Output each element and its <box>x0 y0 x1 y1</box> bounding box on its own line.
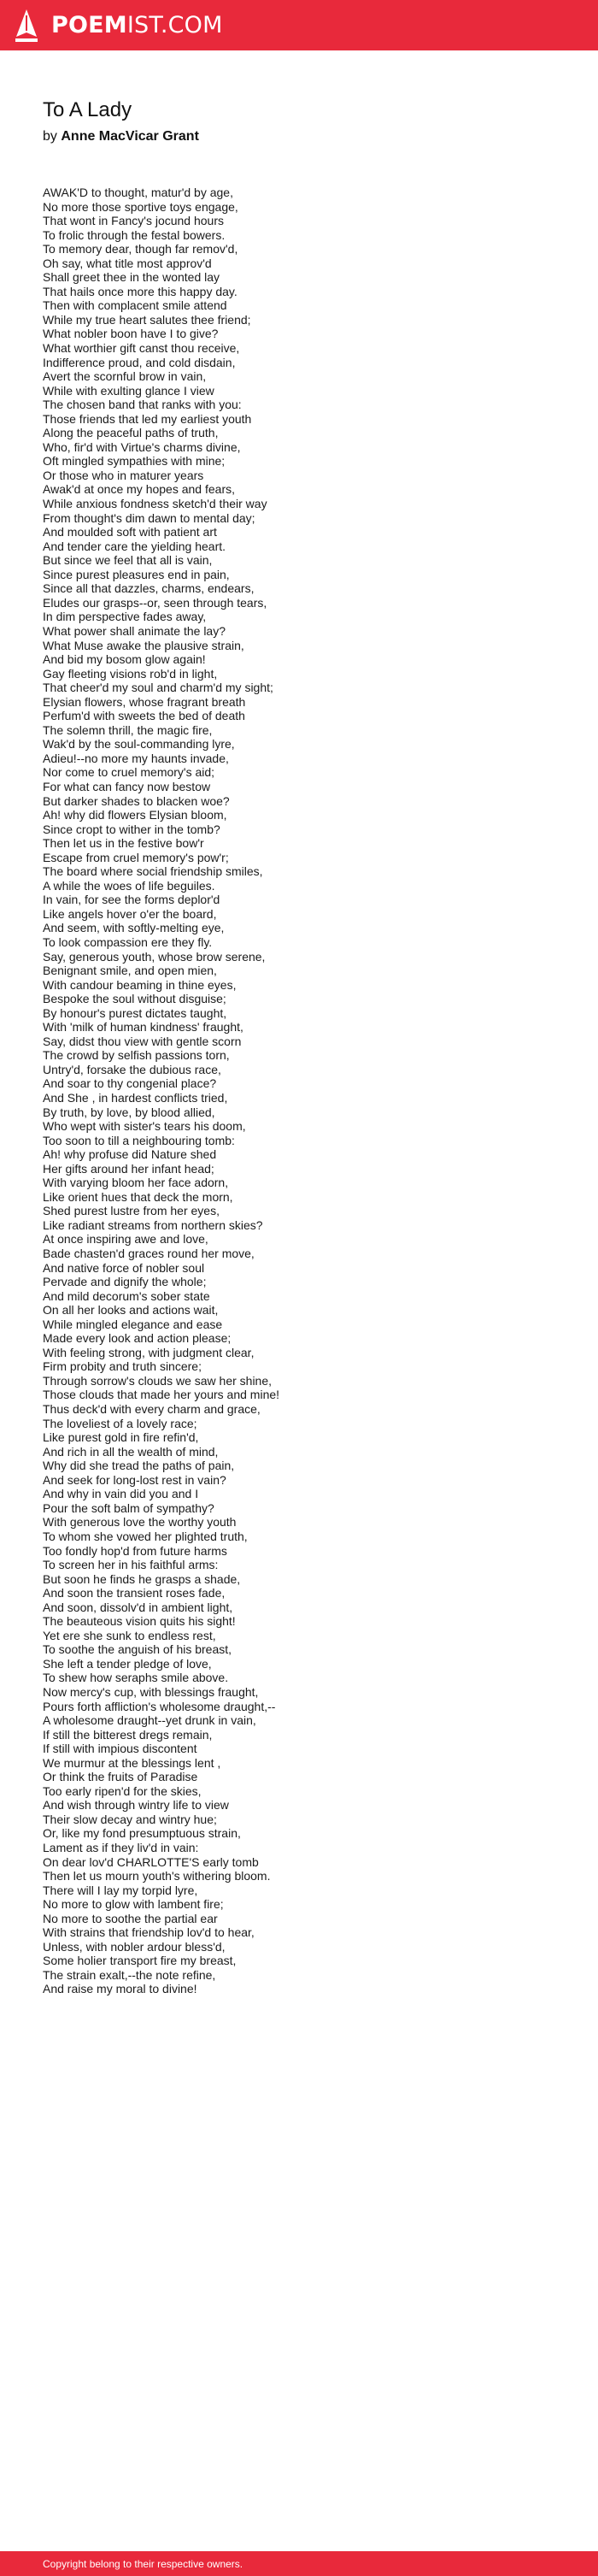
poem-line: Nor come to cruel memory's aid; <box>43 765 215 780</box>
poem-line: And rich in all the wealth of mind, <box>43 1444 219 1459</box>
logo-text-bold: POEM <box>51 12 127 38</box>
poem-line: But since we feel that all is vain, <box>43 553 213 568</box>
poem-line: And tender care the yielding heart. <box>43 539 226 553</box>
poem-line: With 'milk of human kindness' fraught, <box>43 1020 243 1035</box>
poem-line: Since purest pleasures end in pain, <box>43 567 230 581</box>
poem-line: And soon, dissolv'd in ambient light, <box>43 1600 233 1614</box>
poem-line: And mild decorum's sober state <box>43 1288 210 1303</box>
poem-line: What worthier gift canst thou receive, <box>43 341 240 356</box>
poem-line: Yet ere she sunk to endless rest, <box>43 1628 216 1642</box>
poem-line: To soothe the anguish of his breast, <box>43 1642 232 1657</box>
poem-line: Along the peaceful paths of truth, <box>43 426 219 440</box>
poem-line: A wholesome draught--yet drunk in vain, <box>43 1713 256 1728</box>
poem-body <box>43 186 279 1996</box>
poem-line: Gay fleeting visions rob'd in light, <box>43 666 218 681</box>
poem-line: What nobler boon have I to give? <box>43 327 219 341</box>
poem-line: No more to glow with lambent fire; <box>43 1897 224 1912</box>
poem-line: Awak'd at once my hopes and fears, <box>43 482 235 497</box>
poem-line: Then let us in the festive bow'r <box>43 836 204 851</box>
poem-line: By truth, by love, by blood allied, <box>43 1105 215 1119</box>
poem-line: And She , in hardest conflicts tried, <box>43 1091 228 1105</box>
poem-line: But darker shades to blacken woe? <box>43 793 230 808</box>
site-header <box>0 0 598 50</box>
poem-line: AWAK'D to thought, matur'd by age, <box>43 186 233 199</box>
poem-line: We murmur at the blessings lent , <box>43 1755 221 1770</box>
poem-line: Say, didst thou view with gentle scorn <box>43 1034 242 1048</box>
poem-line: The loveliest of a lovely race; <box>43 1416 197 1430</box>
poem-line: In vain, for see the forms deplor'd <box>43 893 220 907</box>
poem-line: Elysian flowers, whose fragrant breath <box>43 694 246 709</box>
poem-line: Shed purest lustre from her eyes, <box>43 1204 220 1218</box>
poem-line: And native force of nobler soul <box>43 1260 205 1275</box>
poem-line: She left a tender pledge of love, <box>43 1656 212 1671</box>
poem-line: Pours forth affliction's wholesome draught,-- <box>43 1699 276 1713</box>
poem-line: Firm probity and truth sincere; <box>43 1359 202 1374</box>
poem-line: Bade chasten'd graces round her move, <box>43 1247 255 1261</box>
poem-line: Oh say, what title most approv'd <box>43 256 212 270</box>
poem-line: To frolic through the festal bowers. <box>43 227 226 242</box>
poem-line: And bid my bosom glow again! <box>43 652 206 667</box>
poem-line: To shew how seraphs smile above. <box>43 1671 229 1685</box>
poem-line: There will I lay my torpid lyre, <box>43 1883 198 1897</box>
poem-line: The solemn thrill, the magic fire, <box>43 722 213 737</box>
poem-line: And why in vain did you and I <box>43 1487 199 1501</box>
poem-line: Untry'd, forsake the dubious race, <box>43 1062 221 1076</box>
poem-line: Bespoke the soul without disguise; <box>43 992 226 1006</box>
poem-line: If still the bitterest dregs remain, <box>43 1727 213 1742</box>
poem-line: To look compassion ere they fly. <box>43 934 213 949</box>
poem-line: Unless, with nobler ardour bless'd, <box>43 1939 226 1954</box>
poem-line: Since cropt to wither in the tomb? <box>43 822 220 836</box>
poem-line: By honour's purest dictates taught, <box>43 1005 227 1020</box>
poem-line: On all her looks and actions wait, <box>43 1303 219 1317</box>
poem-line: What power shall animate the lay? <box>43 623 226 638</box>
poem-line: Like radiant streams from northern skies? <box>43 1217 263 1232</box>
poem-line: Ah! why profuse did Nature shed <box>43 1147 217 1162</box>
poem-line: Or, like my fond presumptuous strain, <box>43 1826 241 1841</box>
poem-line: Pour the soft balm of sympathy? <box>43 1500 214 1515</box>
poem-line: That hails once more this happy day. <box>43 284 237 298</box>
poem-line: The chosen band that ranks with you: <box>43 398 242 412</box>
poem-line: Perfum'd with sweets the bed of death <box>43 709 245 723</box>
poem-line: Or those who in maturer years <box>43 468 204 482</box>
poem-line: Since all that dazzles, charms, endears, <box>43 581 255 596</box>
poem-line: Those clouds that made her yours and mine! <box>43 1388 280 1402</box>
poem-line: Benignant smile, and open mien, <box>43 964 217 978</box>
poem-line: Too soon to till a neighbouring tomb: <box>43 1133 235 1147</box>
author-link[interactable]: Anne MacVicar Grant <box>61 129 199 144</box>
poem-line: To memory dear, though far remov'd, <box>43 242 238 256</box>
poem-line: While anxious fondness sketch'd their way <box>43 497 267 511</box>
poem-line: Who, fir'd with Virtue's charms divine, <box>43 439 241 454</box>
poem-line: Their slow decay and wintry hue; <box>43 1812 217 1826</box>
poem-line: From thought's dim dawn to mental day; <box>43 510 255 525</box>
poem-line: Wak'd by the soul-commanding lyre, <box>43 737 235 752</box>
poem-line: Like angels hover o'er the board, <box>43 906 217 921</box>
by-label: by <box>43 129 57 144</box>
quill-logo-icon[interactable] <box>14 9 39 43</box>
poem-line: The board where social friendship smiles, <box>43 864 263 879</box>
poem-line: Those friends that led my earliest youth <box>43 411 252 426</box>
poem-line: With feeling strong, with judgment clear, <box>43 1345 255 1359</box>
poem-line: Like purest gold in fire refin'd, <box>43 1430 199 1445</box>
poem-line: Made every look and action please; <box>43 1331 232 1346</box>
poem-line: The crowd by selfish passions torn, <box>43 1048 230 1063</box>
poem-line: No more those sportive toys engage, <box>43 199 238 214</box>
poem-line: Or think the fruits of Paradise <box>43 1770 198 1784</box>
poem-line: Then with complacent smile attend <box>43 298 227 313</box>
poem-line: Shall greet thee in the wonted lay <box>43 270 220 285</box>
poem-line: Now mercy's cup, with blessings fraught, <box>43 1684 259 1699</box>
poem-line: If still with impious discontent <box>43 1742 197 1756</box>
logo-text-light: IST.COM <box>126 12 223 38</box>
poem-line: And moulded soft with patient art <box>43 525 217 539</box>
poem-line: Thus deck'd with every charm and grace, <box>43 1402 261 1417</box>
poem-line: Her gifts around her infant head; <box>43 1161 214 1176</box>
poem-line: The beauteous vision quits his sight! <box>43 1614 236 1629</box>
poem-line: With varying bloom her face adorn, <box>43 1176 229 1190</box>
poem-line: And soon the transient roses fade, <box>43 1586 226 1600</box>
poem-line: What Muse awake the plausive strain, <box>43 638 244 652</box>
copyright-notice: Copyright belong to their respective owners. <box>43 2558 243 2570</box>
poem-line: Too fondly hop'd from future harms <box>43 1543 227 1558</box>
poem-line: Oft mingled sympathies with mine; <box>43 454 226 469</box>
poem-line: With strains that friendship lov'd to hear, <box>43 1925 255 1940</box>
poem-line: Adieu!--no more my haunts invade, <box>43 751 229 765</box>
poem-line: Too early ripen'd for the skies, <box>43 1783 202 1798</box>
poem-line: On dear lov'd CHARLOTTE'S early tomb <box>43 1854 259 1869</box>
poem-line: A while the woes of life beguiles. <box>43 878 215 893</box>
poem-line: Pervade and dignify the whole; <box>43 1275 207 1289</box>
poem-line: To screen her in his faithful arms: <box>43 1558 219 1572</box>
poem-line: Through sorrow's clouds we saw her shine, <box>43 1373 273 1388</box>
poem-line: While with exulting glance I view <box>43 383 214 398</box>
poem-line: Indifference proud, and cold disdain, <box>43 355 236 369</box>
poem-line: Then let us mourn youth's withering bloom. <box>43 1869 271 1883</box>
poem-line: And soar to thy congenial place? <box>43 1076 217 1091</box>
poem-line: Why did she tread the paths of pain, <box>43 1459 235 1473</box>
poem-line: With generous love the worthy youth <box>43 1515 237 1530</box>
poem-line: Lament as if they liv'd in vain: <box>43 1840 199 1854</box>
poem-byline <box>43 128 199 145</box>
poem-line: And raise my moral to divine! <box>43 1982 197 1996</box>
poem-line: For what can fancy now bestow <box>43 779 211 793</box>
poem-line: Like orient hues that deck the morn, <box>43 1189 233 1204</box>
poem-line: Eludes our grasps--or, seen through tears, <box>43 595 267 610</box>
poem-line: And seek for long-lost rest in vain? <box>43 1472 226 1487</box>
poem-line: While mingled elegance and ease <box>43 1317 223 1331</box>
poem-line: But soon he finds he grasps a shade, <box>43 1571 241 1586</box>
poem-line: While my true heart salutes thee friend; <box>43 312 251 327</box>
poem-line: And wish through wintry life to view <box>43 1798 229 1813</box>
poem-line: Some holier transport fire my breast, <box>43 1954 237 1968</box>
poem-line: Escape from cruel memory's pow'r; <box>43 850 229 864</box>
poem-title: To A Lady <box>43 98 132 121</box>
poem-line: That cheer'd my soul and charm'd my sight; <box>43 681 273 695</box>
poem-line: Who wept with sister's tears his doom, <box>43 1119 246 1134</box>
poem-line: In dim perspective fades away, <box>43 610 207 624</box>
site-logo-link[interactable] <box>51 12 223 39</box>
poem-line: Avert the scornful brow in vain, <box>43 369 207 384</box>
poem-line: And seem, with softly-melting eye, <box>43 921 225 935</box>
poem-line: The strain exalt,--the note refine, <box>43 1967 216 1982</box>
site-footer <box>0 2551 598 2576</box>
poem-line: To whom she vowed her plighted truth, <box>43 1529 248 1543</box>
poem-line: With candour beaming in thine eyes, <box>43 977 237 992</box>
poem-line: That wont in Fancy's jocund hours <box>43 214 225 228</box>
poem-line: At once inspiring awe and love, <box>43 1232 208 1247</box>
poem-line: No more to soothe the partial ear <box>43 1911 218 1925</box>
poem-line: Say, generous youth, whose brow serene, <box>43 949 266 964</box>
poem-line: Ah! why did flowers Elysian bloom, <box>43 808 227 822</box>
